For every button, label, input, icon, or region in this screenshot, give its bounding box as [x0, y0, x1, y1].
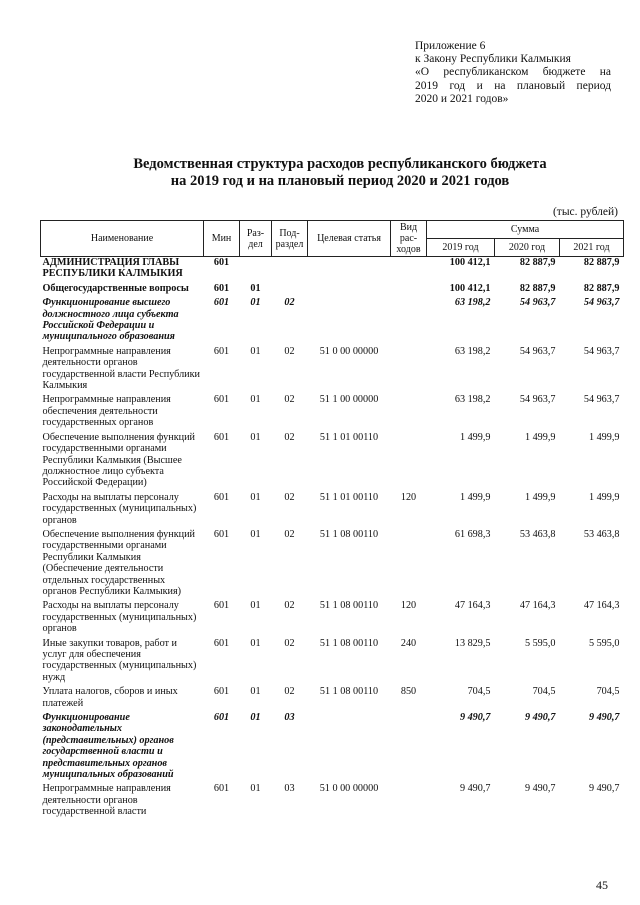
- cell-name: Иные закупки товаров, работ и услуг для обеспечения государственных (муниципальных) нужд: [42, 637, 197, 683]
- cell-celevaya-statya: 51 1 08 00110: [319, 528, 379, 540]
- cell-sum-2021: 82 887,9: [583, 257, 620, 268]
- table-row: [41, 394, 624, 431]
- cell-celevaya-statya: 51 1 08 00110: [319, 686, 379, 698]
- cell-podrazdel: 03: [284, 712, 295, 724]
- cell-sum-2020: 82 887,9: [519, 282, 556, 294]
- cell-name: Уплата налогов, сборов и иных платежей: [42, 686, 178, 709]
- table-row: [41, 783, 624, 820]
- cell-sum-2021: 53 463,8: [583, 528, 620, 540]
- table-row: [41, 492, 624, 529]
- cell-vid-rashodov: [391, 257, 427, 283]
- cell-podrazdel: 02: [284, 345, 295, 357]
- cell-vid-rashodov: [391, 297, 427, 346]
- cell-sum-2021: 54 963,7: [583, 394, 620, 406]
- cell-celevaya-statya: 51 1 08 00110: [319, 637, 379, 649]
- cell-name: Расходы на выплаты персоналу государственных (муниципальных) органов: [42, 491, 197, 526]
- cell-min: 601: [213, 345, 230, 357]
- cell-vid-rashodov: 850: [400, 686, 417, 698]
- cell-podrazdel: 02: [284, 686, 295, 698]
- table-row: [41, 712, 624, 783]
- cell-sum-2019: 100 412,1: [449, 282, 491, 294]
- cell-vid-rashodov: 240: [400, 637, 417, 649]
- table-row: [41, 283, 624, 297]
- header-podrazdel: Под-раздел: [272, 221, 308, 257]
- cell-celevaya-statya: 51 0 00 00000: [319, 783, 379, 795]
- cell-sum-2019: 63 198,2: [454, 345, 491, 357]
- cell-name: Обеспечение выполнения функций государственными органами Республики Калмыкия (Высшее должностное лицо субъекта Российской Федерации): [42, 431, 195, 489]
- cell-name: Непрограммные направления деятельности органов государственной власти: [42, 783, 171, 818]
- cell-sum-2019: 63 198,2: [454, 394, 491, 406]
- page-number: 45: [596, 878, 608, 892]
- appendix-line: 2019 год и на плановый период: [415, 79, 611, 92]
- appendix-line: к Закону Республики Калмыкия: [415, 53, 571, 66]
- cell-name: Непрограммные направления деятельности органов государственной власти Республики Калмыкия: [42, 345, 201, 392]
- cell-podrazdel: 02: [284, 431, 295, 443]
- cell-podrazdel: 02: [284, 394, 295, 406]
- cell-sum-2020: 54 963,7: [519, 394, 556, 406]
- cell-vid-rashodov: [391, 529, 427, 600]
- cell-razdel: 01: [250, 297, 261, 309]
- cell-sum-2021: 47 164,3: [583, 600, 620, 612]
- budget-table: [40, 220, 624, 821]
- cell-celevaya-statya: [308, 712, 391, 783]
- header-razdel: Раз-дел: [240, 221, 272, 257]
- cell-sum-2019: 61 698,3: [454, 528, 491, 540]
- table-row: [41, 297, 624, 346]
- cell-min: 601: [213, 297, 230, 309]
- cell-sum-2020: 704,5: [532, 686, 556, 698]
- cell-sum-2021: 704,5: [596, 686, 620, 698]
- cell-vid-rashodov: [391, 283, 427, 297]
- cell-celevaya-statya: 51 1 08 00110: [319, 600, 379, 612]
- appendix-line: 2020 и 2021 годов»: [415, 92, 509, 105]
- cell-name: АДМИНИСТРАЦИЯ ГЛАВЫ РЕСПУБЛИКИ КАЛМЫКИЯ: [42, 257, 183, 280]
- table-header: [41, 221, 624, 257]
- cell-min: 601: [213, 394, 230, 406]
- cell-sum-2021: 1 499,9: [588, 491, 620, 503]
- cell-sum-2019: 704,5: [467, 686, 491, 698]
- cell-razdel: 01: [250, 637, 261, 649]
- table-row: [41, 432, 624, 492]
- cell-sum-2019: 100 412,1: [449, 257, 491, 268]
- cell-razdel: 01: [250, 491, 261, 503]
- cell-vid-rashodov: [391, 394, 427, 431]
- header-celevaya-statya: Целевая статья: [308, 221, 391, 257]
- cell-vid-rashodov: [391, 712, 427, 783]
- cell-sum-2020: 53 463,8: [519, 528, 556, 540]
- cell-sum-2020: 9 490,7: [524, 783, 556, 795]
- cell-razdel: [240, 257, 272, 283]
- cell-sum-2019: 13 829,5: [454, 637, 491, 649]
- cell-razdel: 01: [250, 394, 261, 406]
- cell-vid-rashodov: [391, 432, 427, 492]
- cell-celevaya-statya: [308, 283, 391, 297]
- cell-vid-rashodov: [391, 346, 427, 395]
- cell-razdel: 01: [250, 528, 261, 540]
- cell-razdel: 01: [250, 431, 261, 443]
- table-row: [41, 346, 624, 395]
- cell-name: Непрограммные направления обеспечения деятельности государственных органов: [42, 394, 171, 429]
- cell-sum-2021: 54 963,7: [583, 297, 620, 309]
- cell-podrazdel: 02: [284, 491, 295, 503]
- header-2019: 2019 год: [427, 239, 495, 257]
- cell-sum-2019: 1 499,9: [459, 491, 491, 503]
- cell-podrazdel: 02: [284, 637, 295, 649]
- appendix-line: «О республиканском бюджете на: [415, 66, 611, 79]
- cell-podrazdel: 02: [284, 600, 295, 612]
- cell-podrazdel: 02: [284, 297, 295, 309]
- cell-sum-2020: 1 499,9: [524, 431, 556, 443]
- cell-sum-2019: 9 490,7: [459, 783, 491, 795]
- cell-min: 601: [213, 528, 230, 540]
- cell-sum-2021: 54 963,7: [583, 345, 620, 357]
- cell-min: 601: [213, 783, 230, 795]
- header-summa: Сумма: [427, 221, 624, 239]
- cell-celevaya-statya: 51 0 00 00000: [319, 345, 379, 357]
- header-min: Мин: [204, 221, 240, 257]
- header-vid-rashodov: Вид рас-ходов: [391, 221, 427, 257]
- cell-razdel: 01: [250, 345, 261, 357]
- cell-name: Функционирование законодательных (представительных) органов государственной власти и представительных органов муниципальных образований: [42, 712, 174, 781]
- appendix-note: [415, 40, 611, 106]
- cell-razdel: 01: [250, 686, 261, 698]
- cell-razdel: 01: [250, 783, 261, 795]
- cell-min: 601: [213, 686, 230, 698]
- table-row: [41, 257, 624, 283]
- cell-name: Функционирование высшего должностного лица субъекта Российской Федерации и муниципального образования: [42, 297, 179, 343]
- units-label: (тыс. рублей): [552, 206, 618, 218]
- cell-sum-2020: 82 887,9: [519, 257, 556, 268]
- cell-min: 601: [213, 712, 230, 724]
- cell-min: 601: [213, 431, 230, 443]
- cell-sum-2020: 9 490,7: [524, 712, 556, 724]
- cell-sum-2020: 1 499,9: [524, 491, 556, 503]
- cell-sum-2019: 9 490,7: [459, 712, 491, 724]
- cell-sum-2021: 9 490,7: [588, 712, 620, 724]
- cell-vid-rashodov: 120: [400, 600, 417, 612]
- table-body: [41, 257, 624, 821]
- table-row: [41, 600, 624, 637]
- cell-sum-2021: 1 499,9: [588, 431, 620, 443]
- cell-name: Обеспечение выполнения функций государственными органами Республики Калмыкия (Обеспечение деятельности отдельных государственных органов Республики Калмыкия): [42, 528, 195, 597]
- cell-podrazdel: [272, 283, 308, 297]
- cell-podrazdel: 03: [284, 783, 295, 795]
- document-title: [40, 156, 640, 190]
- table-row: [41, 686, 624, 712]
- cell-sum-2021: 5 595,0: [588, 637, 620, 649]
- cell-sum-2020: 47 164,3: [519, 600, 556, 612]
- cell-sum-2019: 1 499,9: [459, 431, 491, 443]
- header-2020: 2020 год: [495, 239, 560, 257]
- cell-sum-2021: 9 490,7: [588, 783, 620, 795]
- cell-vid-rashodov: 120: [400, 491, 417, 503]
- cell-min: 601: [213, 600, 230, 612]
- cell-celevaya-statya: [308, 297, 391, 346]
- cell-podrazdel: [272, 257, 308, 283]
- cell-sum-2020: 54 963,7: [519, 345, 556, 357]
- cell-name: Расходы на выплаты персоналу государственных (муниципальных) органов: [42, 600, 197, 635]
- header-name: Наименование: [41, 221, 204, 257]
- cell-min: 601: [213, 637, 230, 649]
- cell-podrazdel: 02: [284, 528, 295, 540]
- table-row: [41, 638, 624, 687]
- cell-razdel: 01: [250, 600, 261, 612]
- cell-sum-2020: 5 595,0: [524, 637, 556, 649]
- cell-sum-2019: 47 164,3: [454, 600, 491, 612]
- appendix-line: Приложение 6: [415, 40, 486, 52]
- cell-sum-2021: 82 887,9: [583, 282, 620, 294]
- table-row: [41, 529, 624, 600]
- cell-celevaya-statya: 51 1 01 00110: [319, 491, 379, 503]
- cell-celevaya-statya: [308, 257, 391, 283]
- title-line: на 2019 год и на плановый период 2020 и 2021 годов: [170, 173, 510, 189]
- cell-sum-2019: 63 198,2: [454, 297, 491, 309]
- cell-razdel: 01: [250, 282, 261, 294]
- cell-sum-2020: 54 963,7: [519, 297, 556, 309]
- title-line: Ведомственная структура расходов республиканского бюджета: [133, 156, 547, 172]
- cell-vid-rashodov: [391, 783, 427, 820]
- cell-min: 601: [213, 491, 230, 503]
- cell-min: 601: [213, 282, 230, 294]
- cell-celevaya-statya: 51 1 01 00110: [319, 431, 379, 443]
- cell-celevaya-statya: 51 1 00 00000: [319, 394, 379, 406]
- cell-razdel: 01: [250, 712, 261, 724]
- cell-min: 601: [213, 257, 230, 268]
- cell-name: Общегосударственные вопросы: [42, 282, 189, 294]
- header-2021: 2021 год: [560, 239, 624, 257]
